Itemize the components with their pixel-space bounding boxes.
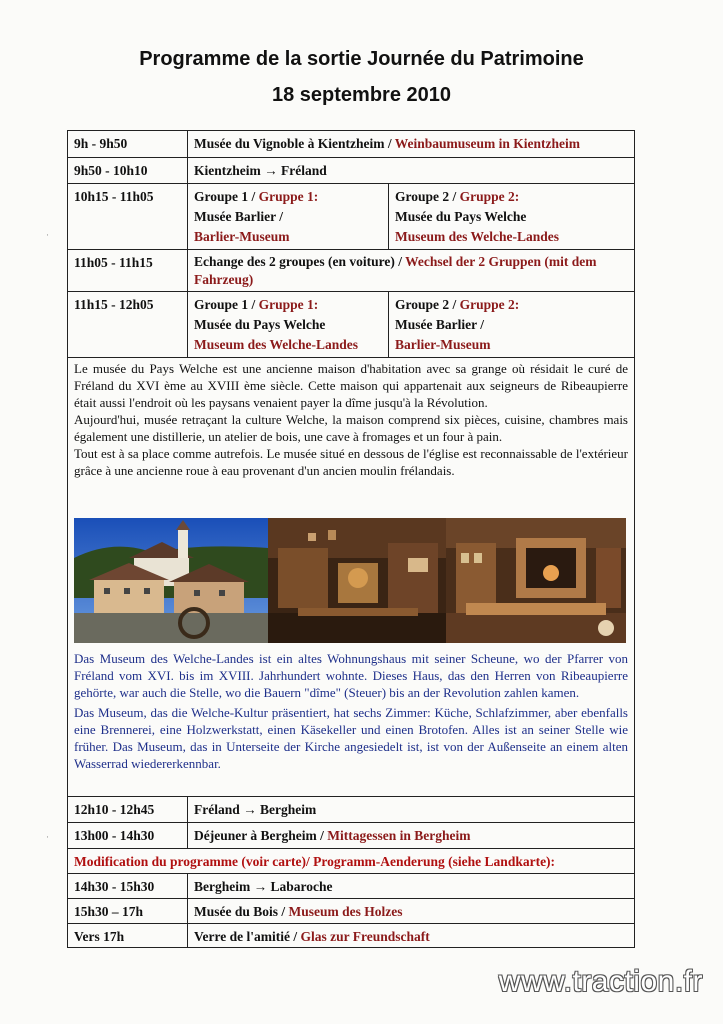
page-title: Programme de la sortie Journée du Patrimoine: [139, 48, 584, 70]
activity-cell: Kientzheim → Fréland: [194, 163, 327, 178]
time-cell: 9h - 9h50: [68, 131, 188, 157]
modification-notice: Modification du programme (voir carte)/ Programm-Aenderung (siehe Landkarte):: [74, 854, 556, 869]
time-cell: 14h30 - 15h30: [68, 874, 188, 898]
museum-de: Museum des Welche-Landes: [194, 337, 359, 352]
activity-fr: Musée du Bois /: [194, 904, 289, 919]
table-row: [68, 796, 634, 822]
description-de-paragraph: Das Museum, das die Welche-Kultur präsentiert, hat sechs Zimmer: Küche, Schlafzimmer, aber ebenfalls eine Brennerei, eine Holzwerkstatt, einen Käsekeller und einen Brotofen. Alles ist an seiner Stelle wie früher. Das Museum, das in Unterseite der Kirche angesiedelt ist, ist von der Außenseite an einem alten Wasserrad wiedererkennbar.: [74, 704, 628, 772]
group-2-cell: [389, 292, 634, 357]
museum-de: Museum des Welche-Landes: [395, 229, 560, 244]
description-fr-paragraph: Le musée du Pays Welche est une ancienne maison d'habitation avec sa grange où résidait le curé de Fréland du XVI ème au XVIII ème siècle. Cette maison qui appartenait aux seigneurs de Ribeaupierre était aussi l'endroit où les paysans venaient payer la dîme jusqu'à la Révolution.: [74, 361, 628, 410]
description-fr-paragraph: Tout est à sa place comme autrefois. Le musée situé en dessous de l'église est reconnaissable de l'extérieur grâce à une ancienne roue à eau provenant d'un ancien moulin frélandais.: [74, 446, 628, 478]
table-row: [68, 131, 634, 157]
punch-mark: ·: [46, 832, 49, 842]
time-cell: 11h05 - 11h15: [68, 250, 188, 291]
modification-notice-row: [68, 848, 634, 873]
photo-interior-workshop: [268, 518, 446, 643]
activity-cell: [188, 250, 634, 291]
time-cell: 10h15 - 11h05: [68, 184, 188, 249]
page-date: 18 septembre 2010: [271, 84, 451, 106]
activity-fr: Déjeuner à Bergheim /: [194, 828, 328, 843]
activity-cell: [188, 924, 634, 947]
schedule-table: [67, 130, 635, 948]
activity-de: Mittagessen in Bergheim: [327, 828, 471, 843]
activity-fr: Musée du Vignoble à Kientzheim /: [194, 136, 395, 151]
museum-fr: Musée du Pays Welche: [194, 317, 326, 332]
table-row: [68, 183, 634, 249]
description-de: [74, 650, 628, 772]
time-cell: 9h50 - 10h10: [68, 158, 188, 183]
activity-cell: Fréland → Bergheim: [194, 802, 317, 817]
museum-fr: Musée Barlier /: [194, 209, 283, 224]
group-label-de: Gruppe 2:: [459, 189, 520, 204]
watermark-logo: www.traction.fr: [498, 965, 703, 998]
description-fr-paragraph: Aujourd'hui, musée retraçant la culture Welche, la maison comprend six pièces, cuisine, chambres mais également une distillerie, un atelier de bois, une cave à fromages et un four à pain.: [74, 412, 628, 444]
activity-cell: Bergheim → Labaroche: [194, 879, 333, 894]
table-row: [68, 822, 634, 848]
photo-interior-kitchen: [446, 518, 626, 643]
museum-description: [68, 357, 634, 796]
description-de-paragraph: Das Museum des Welche-Landes ist ein altes Wohnungshaus mit seiner Scheune, wo der Pfarrer von Fréland vom XVI. bis im XVIII. Jahrhundert wohnte. Dieses Haus, das den Herren von Ribeaupierre gehörte, war auch die Stelle, wo die Bauern "dîme" (Steuer) bis an der Revolution zahlen kamen.: [74, 651, 628, 701]
activity-de: Museum des Holzes: [288, 904, 403, 919]
activity-de: Weinbaumuseum in Kientzheim: [394, 136, 581, 151]
activity-cell: [188, 131, 634, 157]
time-cell: 11h15 - 12h05: [68, 292, 188, 357]
group-1-cell: [188, 292, 389, 357]
time-cell: 15h30 – 17h: [68, 899, 188, 923]
activity-fr: Echange des 2 groupes (en voiture) /: [194, 254, 406, 269]
museum-fr: Musée Barlier /: [395, 317, 484, 332]
punch-mark: ·: [46, 230, 49, 240]
table-row: [68, 249, 634, 291]
activity-cell: [188, 823, 634, 848]
time-cell: 13h00 - 14h30: [68, 823, 188, 848]
table-row: [68, 873, 634, 898]
group-1-cell: [188, 184, 389, 249]
activity-de: Wechsel der 2 Gruppen (mit dem Fahrzeug): [194, 254, 597, 287]
group-label-fr: Groupe 1 /: [194, 297, 259, 312]
group-label-de: Gruppe 1:: [258, 297, 319, 312]
activity-fr: Verre de l'amitié /: [194, 929, 301, 944]
group-label-de: Gruppe 1:: [258, 189, 319, 204]
group-2-cell: [389, 184, 634, 249]
museum-fr: Musée du Pays Welche: [395, 209, 527, 224]
museum-photos: [74, 518, 626, 643]
museum-de: Barlier-Museum: [395, 337, 491, 352]
table-row: [68, 898, 634, 923]
table-row: [68, 157, 634, 183]
group-label-fr: Groupe 1 /: [194, 189, 259, 204]
group-label-fr: Groupe 2 /: [395, 189, 460, 204]
description-fr: [74, 360, 628, 479]
museum-de: Barlier-Museum: [194, 229, 290, 244]
group-label-de: Gruppe 2:: [459, 297, 520, 312]
activity-cell: [188, 899, 634, 923]
time-cell: 12h10 - 12h45: [68, 797, 188, 822]
group-label-fr: Groupe 2 /: [395, 297, 460, 312]
photo-village: [74, 518, 268, 643]
activity-de: Glas zur Freundschaft: [300, 929, 430, 944]
time-cell: Vers 17h: [68, 924, 188, 947]
table-row: [68, 291, 634, 357]
table-row: [68, 923, 634, 947]
